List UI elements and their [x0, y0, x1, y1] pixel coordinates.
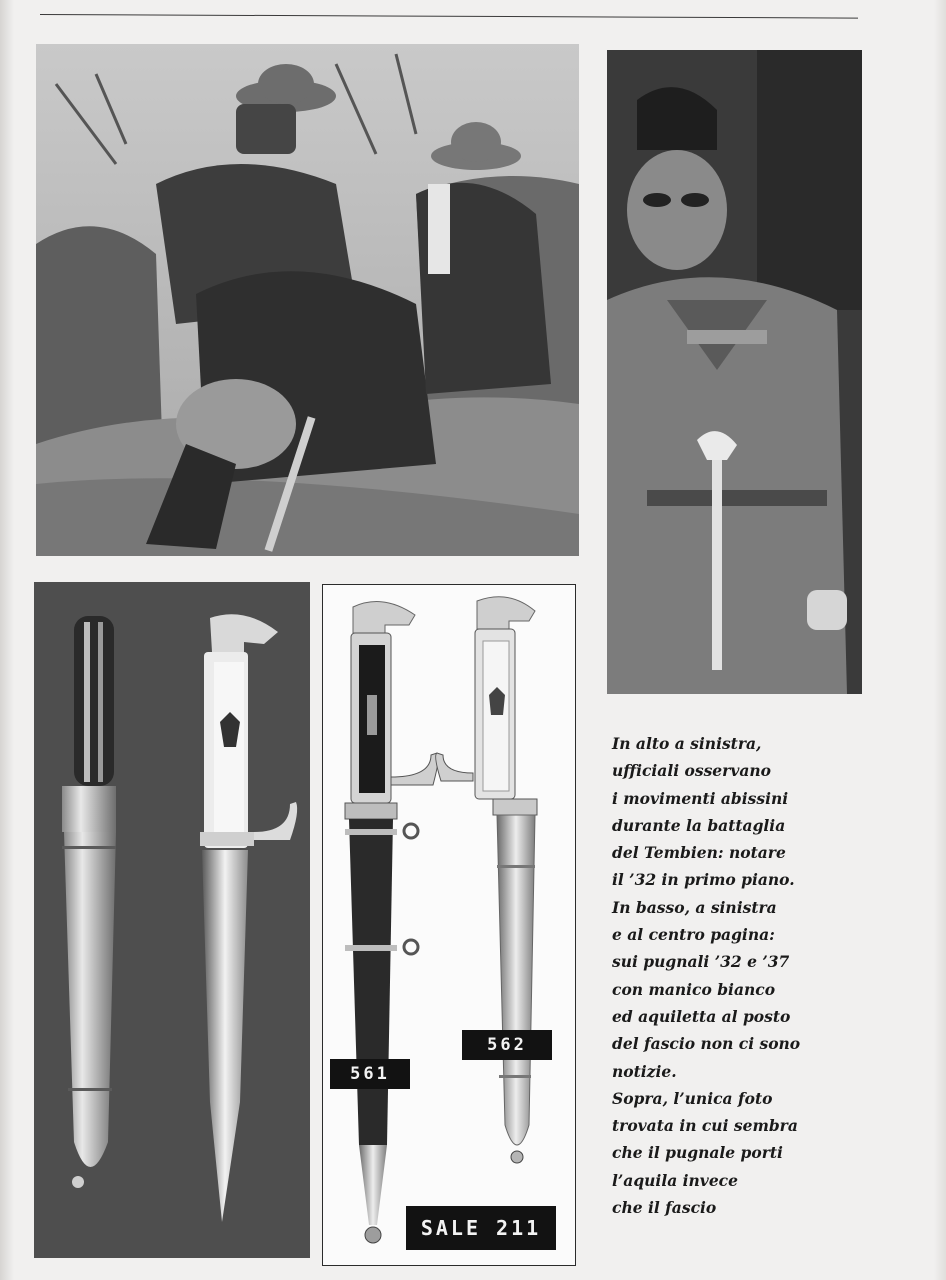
caption-line: Sopra, l’unica foto — [612, 1088, 773, 1108]
photo-officers-observing — [36, 44, 579, 556]
caption-line: e al centro pagina: — [612, 925, 775, 945]
caption-line: del Tembien: notare — [612, 843, 786, 863]
caption-line: ed aquiletta al posto — [612, 1006, 791, 1026]
lot-number-562: 562 — [462, 1030, 552, 1060]
caption-line: durante la battaglia — [612, 815, 786, 835]
photo-caption — [612, 730, 852, 1221]
caption-line: del fascio non ci sono — [612, 1034, 801, 1054]
lot-number-561: 561 — [330, 1059, 410, 1089]
caption-line: l’aquila invece — [612, 1170, 738, 1190]
caption-line: trovata in cui sembra — [612, 1116, 798, 1136]
photo-dagger-and-scabbard — [34, 582, 310, 1258]
photo-officer-portrait — [607, 50, 862, 694]
caption-line: che il fascio — [612, 1198, 717, 1218]
top-rule — [40, 14, 858, 19]
caption-line: che il pugnale porti — [612, 1143, 783, 1163]
caption-line: con manico bianco — [612, 979, 776, 999]
caption-line: notizie. — [612, 1061, 677, 1081]
page-edge — [934, 0, 946, 1280]
page-gutter-shadow — [0, 0, 14, 1280]
photo-two-daggers-catalogue — [322, 584, 576, 1266]
caption-line: il ’32 in primo piano. — [612, 870, 795, 890]
caption-line: i movimenti abissini — [612, 788, 789, 808]
sale-label: SALE 211 — [406, 1206, 556, 1250]
caption-line: In alto a sinistra, — [612, 734, 762, 753]
caption-line: sui pugnali ’32 e ’37 — [612, 952, 790, 972]
caption-line: ufficiali osservano — [612, 761, 771, 781]
caption-line: In basso, a sinistra — [612, 897, 777, 917]
